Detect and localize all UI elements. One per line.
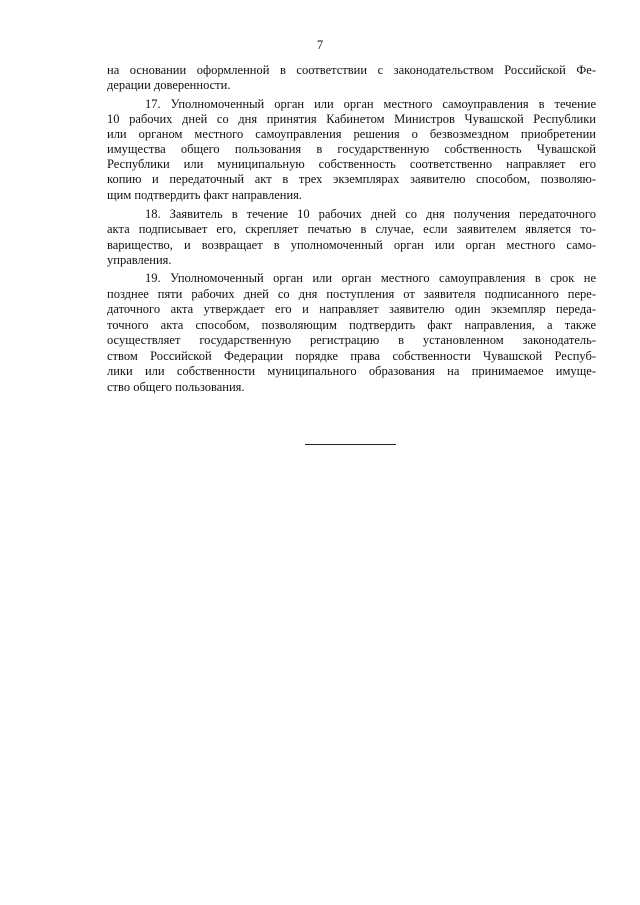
text-line: на основании оформленной в соответствии с законодательством Российской Фе- <box>107 63 596 77</box>
text-line: Республики или муниципальную собственность соответственно направляет его <box>107 157 596 171</box>
text-line: осуществляет государственную регистрацию в установленном законодатель- <box>107 333 596 347</box>
text-line: 17. Уполномоченный орган или орган местного самоуправления в течение <box>145 97 596 111</box>
page-number: 7 <box>316 38 324 52</box>
text-line: акта подписывает его, скрепляет печатью в случае, если заявителем является то- <box>107 222 596 236</box>
text-line: лики или собственности муниципального образования на принимаемое имуще- <box>107 364 596 378</box>
text-line: управления. <box>107 253 172 267</box>
text-line: даточного акта утверждает его и направляет заявителю один экземпляр переда- <box>107 302 596 316</box>
text-line: щим подтвердить факт направления. <box>107 188 303 202</box>
text-line: варищество, и возвращает в уполномоченный орган или орган местного само- <box>107 238 596 252</box>
text-line: копию и передаточный акт в трех экземплярах заявителю способом, позволяю- <box>107 172 596 186</box>
text-line: дерации доверенности. <box>107 78 231 92</box>
text-line: или органом местного самоуправления решения о безвозмездном приобретении <box>107 127 596 141</box>
text-line: 18. Заявитель в течение 10 рабочих дней со дня получения передаточного <box>145 207 596 221</box>
text-line: ством Российской Федерации порядке права собственности Чувашской Респуб- <box>107 349 596 363</box>
end-of-document-divider <box>305 444 396 445</box>
text-line: 19. Уполномоченный орган или орган местного самоуправления в срок не <box>145 271 596 285</box>
text-line: имущества общего пользования в государственную собственность Чувашской <box>107 142 596 156</box>
text-line: позднее пяти рабочих дней со дня поступления от заявителя подписанного пере- <box>107 287 596 301</box>
text-line: 10 рабочих дней со дня принятия Кабинетом Министров Чувашской Республики <box>107 112 596 126</box>
text-line: ство общего пользования. <box>107 380 245 394</box>
text-line: точного акта способом, позволяющим подтвердить факт направления, а также <box>107 318 596 332</box>
